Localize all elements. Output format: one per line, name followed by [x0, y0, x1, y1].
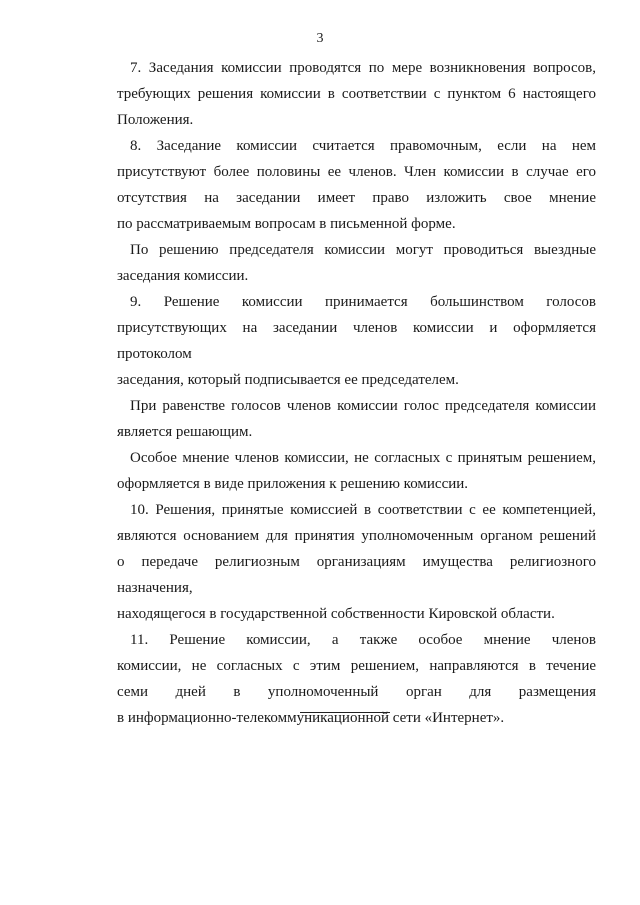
paragraph-dissenting-opinion — [117, 445, 596, 497]
text-line: Положения. — [117, 112, 194, 128]
text-line: оформляется в виде приложения к решению комиссии. — [117, 476, 469, 492]
text-line: находящегося в государственной собственности Кировской области. — [117, 606, 555, 622]
text-line: 11. Решение комиссии, а также особое мнение членов — [130, 632, 596, 648]
text-line: заседания, который подписывается ее председателем. — [117, 372, 459, 388]
text-line: требующих решения комиссии в соответствии с пунктом 6 настоящего — [117, 86, 596, 102]
text-line: По решению председателя комиссии могут проводиться выездные — [130, 242, 596, 258]
paragraph-9 — [117, 289, 596, 393]
text-line: 10. Решения, принятые комиссией в соответствии с ее компетенцией, — [130, 502, 596, 518]
text-line: по рассматриваемым вопросам в письменной форме. — [117, 216, 456, 232]
paragraph-offsite-meetings — [117, 237, 596, 289]
text-line: о передаче религиозным организациям имущества религиозного назначения, — [117, 554, 596, 596]
text-line: является решающим. — [117, 424, 253, 440]
paragraph-8 — [117, 133, 596, 237]
text-line: семи дней в уполномоченный орган для размещения — [117, 684, 596, 700]
text-line: 7. Заседания комиссии проводятся по мере возникновения вопросов, — [130, 60, 596, 76]
paragraph-10 — [117, 497, 596, 627]
document-body — [117, 55, 596, 731]
text-line: присутствуют более половины ее членов. Член комиссии в случае его — [117, 164, 596, 180]
paragraph-7 — [117, 55, 596, 133]
text-line: При равенстве голосов членов комиссии голос председателя комиссии — [130, 398, 596, 414]
text-line: являются основанием для принятия уполномоченным органом решений — [117, 528, 596, 544]
text-line: заседания комиссии. — [117, 268, 249, 284]
paragraph-11 — [117, 627, 596, 731]
page-number: 3 — [316, 31, 324, 46]
paragraph-tie-vote — [117, 393, 596, 445]
text-line: отсутствия на заседании имеет право изложить свое мнение — [117, 190, 596, 206]
end-separator-line — [300, 712, 390, 713]
text-line: Особое мнение членов комиссии, не согласных с принятым решением, — [130, 450, 596, 466]
text-line: 8. Заседание комиссии считается правомочным, если на нем — [130, 138, 596, 154]
text-line: присутствующих на заседании членов комиссии и оформляется протоколом — [117, 320, 596, 362]
text-line: 9. Решение комиссии принимается большинством голосов — [130, 294, 596, 310]
text-line: в информационно-телекоммуникационной сети «Интернет». — [117, 710, 505, 726]
text-line: комиссии, не согласных с этим решением, направляются в течение — [117, 658, 596, 674]
